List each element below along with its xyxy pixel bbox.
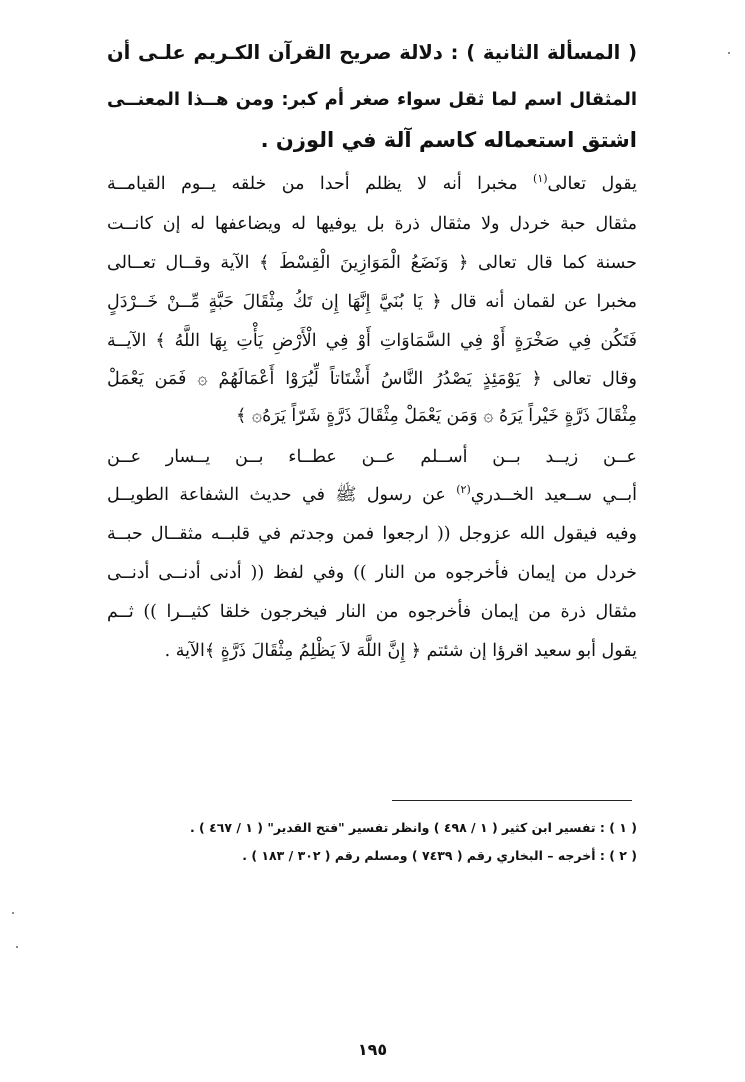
heading-line-2: المثقال اسم لما ثقل سواء صغر أم كبر: ومن هــذا المعنــى bbox=[107, 89, 637, 110]
paragraph1-line-4: مخبرا عن لقمان أنه قال ﴿ يَا بُنَيَّ إِنَّهَا إِن تَكُ مِثْقَالَ حَبَّةٍ مِّــنْ خَــرْدَلٍ bbox=[107, 292, 637, 312]
paragraph1-line-1-after: مخبرا أنه لا يظلم أحدا من خلقه يــوم القيامــة bbox=[107, 174, 534, 194]
paragraph1-line-6: وقال تعالى ﴿ يَوْمَئِذٍ يَصْدُرُ النَّاسُ أَشْتَاتاً لِّيُرَوْا أَعْمَالَهُمْ ۞ فَمَن يَعْمَلْ bbox=[107, 369, 637, 389]
paragraph1-line-1-before: يقول تعالى bbox=[547, 174, 637, 194]
paragraph2-line-5: مثقال ذرة من إيمان فأخرجوه من النار فيخرجون خلقا كثيــرا )) ثــم bbox=[107, 602, 637, 622]
paragraph2-line-6: يقول أبو سعيد اقرؤا إن شئتم ﴿ إِنَّ اللَّهَ لاَ يَظْلِمُ مِثْقَالَ ذَرَّةٍ ﴾الآية . bbox=[164, 641, 637, 661]
paragraph2-line-3: وفيه فيقول الله عزوجل (( ارجعوا فمن وجدتم في قلبــه مثقــال حبــة bbox=[107, 524, 637, 544]
paragraph2-line-4: خردل من إيمان فأخرجوه من النار )) وفي لفظ (( أدنى أدنــى أدنــى bbox=[107, 563, 637, 583]
footnote-2: ( ٢ ) : أخرجه – البخاري رقم ( ٧٤٣٩ ) ومسلم رقم ( ٣٠٢ / ١٨٣ ) . bbox=[242, 848, 637, 863]
paragraph1-line-3: حسنة كما قال تعالى ﴿ وَنَضَعُ الْمَوَازِينَ الْقِسْطَ ﴾ الآية وقــال تعــالى bbox=[107, 253, 637, 273]
footnote-ref-2: (٢) bbox=[456, 483, 471, 497]
heading-line-1: ( المسألة الثانية ) : دلالة صريح القرآن الكـريم علـى أن bbox=[107, 41, 637, 64]
heading-line-3: اشتق استعماله كاسم آلة في الوزن . bbox=[260, 128, 637, 152]
footnote-1: ( ١ ) : تفسير ابن كثير ( ١ / ٤٩٨ ) وانظر تفسير "فتح القدير" ( ١ / ٤٦٧ ) . bbox=[189, 820, 637, 835]
footnote-separator bbox=[392, 800, 632, 801]
page-number: ١٩٥ bbox=[357, 1040, 388, 1059]
paragraph2-line-2 bbox=[107, 478, 637, 512]
paragraph2-line-2-before: أبــي ســعيد الخــدري bbox=[470, 485, 637, 505]
paragraph1-line-7: مِثْقَالَ ذَرَّةٍ خَيْراً يَرَهُ ۞ وَمَن يَعْمَلْ مِثْقَالَ ذَرَّةٍ شَرّاً يَرَهُ۞ ﴾ bbox=[236, 406, 637, 426]
footnote-ref-1: (١) bbox=[533, 172, 548, 186]
scan-speck bbox=[728, 52, 730, 54]
paragraph2-line-2-after: عن رسول ﷺ في حديث الشفاعة الطويــل bbox=[107, 485, 457, 505]
scan-speck bbox=[16, 946, 18, 948]
scan-speck bbox=[12, 912, 14, 914]
paragraph1-line-5: فَتَكُن فِي صَخْرَةٍ أَوْ فِي السَّمَاوَاتِ أَوْ فِي الْأَرْضِ يَأْتِ بِهَا اللَّهُ ﴾ الآيــة bbox=[107, 331, 637, 351]
paragraph1-line-1 bbox=[107, 167, 637, 201]
paragraph2-line-1: عــن زيــد بــن أســلم عــن عطــاء بــن يــسار عــن bbox=[107, 447, 637, 467]
paragraph1-line-2: مثقال حبة خردل ولا مثقال ذرة بل يوفيها له ويضاعفها له إن كانــت bbox=[107, 214, 637, 234]
